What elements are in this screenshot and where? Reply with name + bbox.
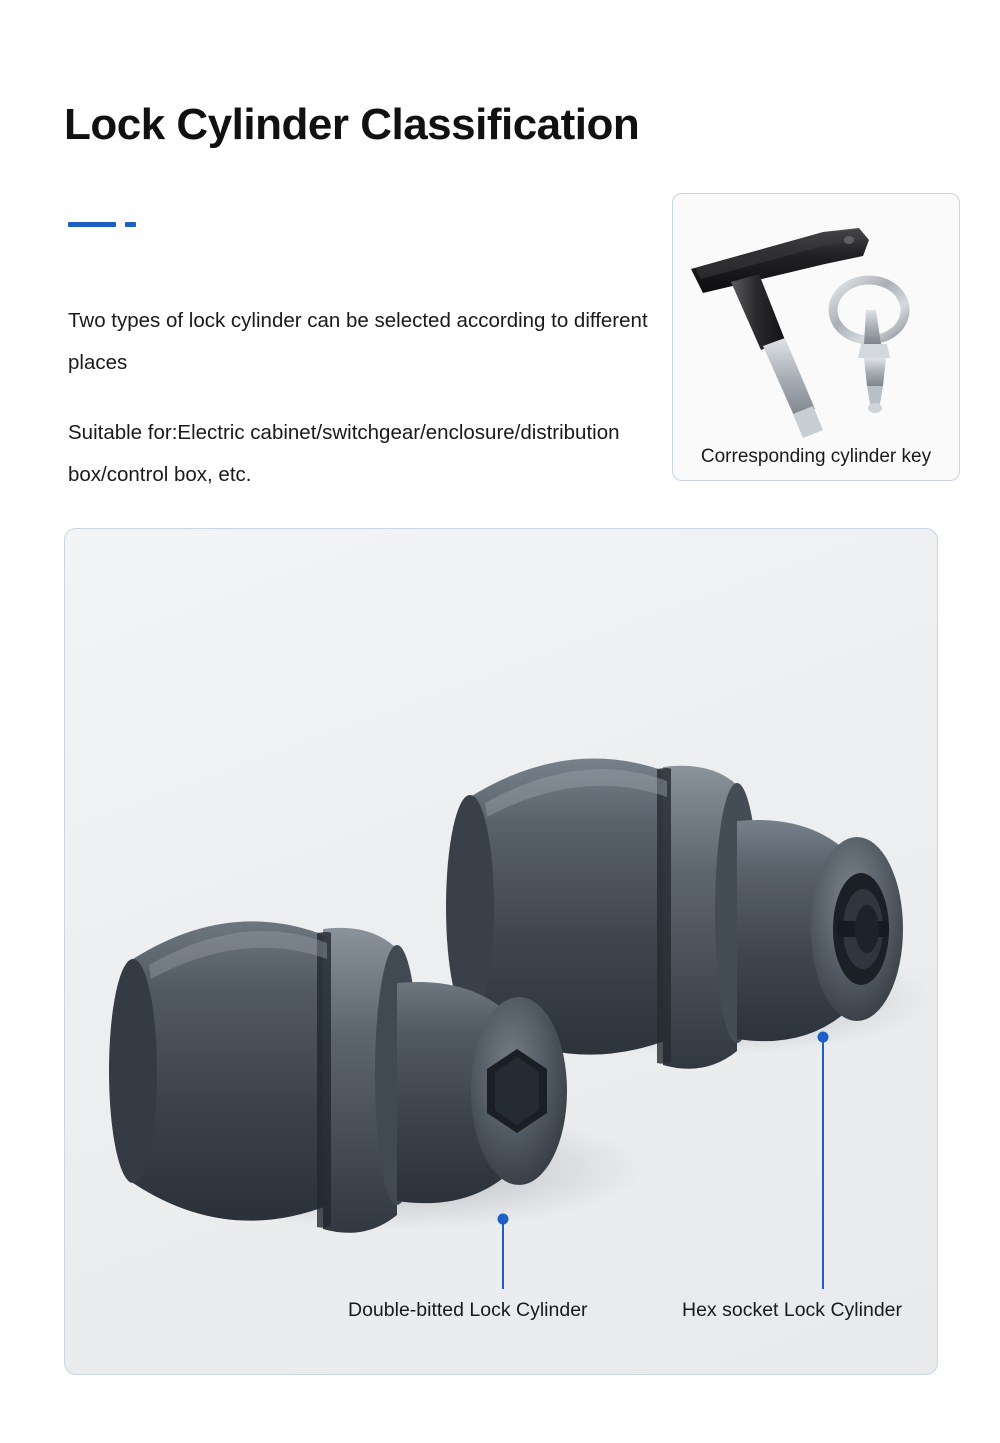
- intro-text-block: [68, 300, 678, 496]
- key-card-caption: Corresponding cylinder key: [700, 446, 932, 467]
- callout-dot-left: [498, 1214, 509, 1225]
- callout-right-leader: [818, 1032, 829, 1290]
- accent-rule-short: [125, 222, 136, 227]
- callout-dot-right: [818, 1032, 829, 1043]
- accent-rule-long: [68, 222, 116, 227]
- page-title: Lock Cylinder Classification: [64, 100, 640, 149]
- double-bit-keyway: [833, 873, 889, 985]
- callout-label-double-bitted: Double-bitted Lock Cylinder: [348, 1299, 588, 1321]
- product-photo-card: [64, 528, 938, 1375]
- ring-key-icon: [833, 280, 905, 413]
- lock-cylinder-illustration: [65, 529, 937, 1374]
- accent-rule: [68, 222, 136, 227]
- cylinder-key-illustration: [673, 194, 959, 480]
- cylinder-key-card: [672, 193, 960, 481]
- intro-line-1: Two types of lock cylinder can be selected according to different places: [68, 309, 648, 374]
- intro-line-2: Suitable for:Electric cabinet/switchgear/enclosure/distribution box/control box, etc.: [68, 421, 620, 486]
- callout-label-hex-socket: Hex socket Lock Cylinder: [682, 1299, 903, 1321]
